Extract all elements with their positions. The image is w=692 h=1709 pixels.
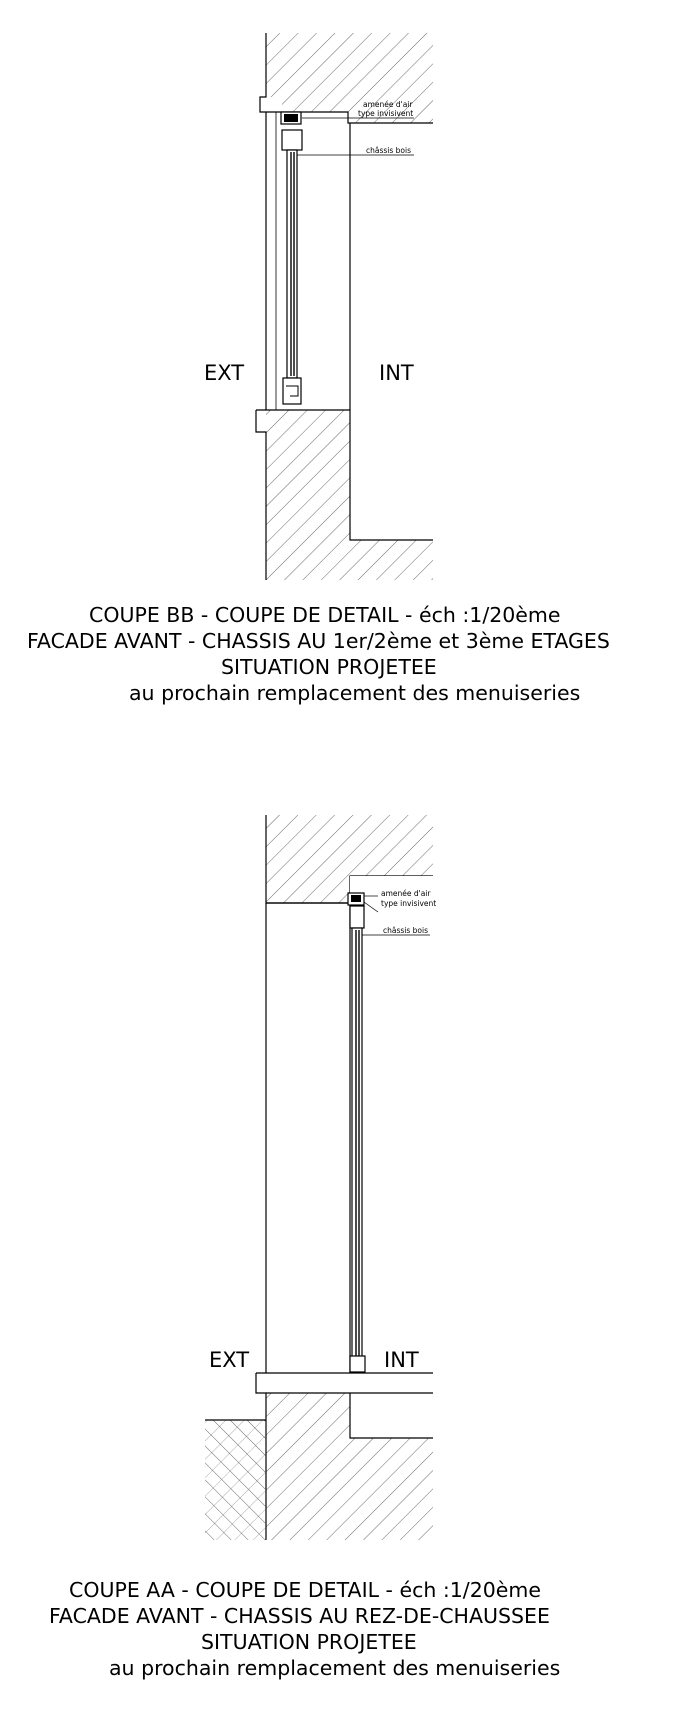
leader-air-inlet (364, 902, 378, 912)
annotation-frame: châssis bois (383, 926, 429, 935)
caption-status: SITUATION PROJETEE (201, 1630, 417, 1654)
annotation-frame: châssis bois (366, 146, 412, 155)
sill-masonry (256, 410, 433, 580)
caption-title: COUPE BB - COUPE DE DETAIL - éch :1/20ème (89, 603, 561, 627)
section-aa-caption (0, 1578, 692, 1698)
caption-note: au prochain remplacement des menuiseries (109, 1656, 561, 1680)
label-int: INT (379, 361, 414, 385)
annotation-air-inlet-2: type invisivent (358, 109, 414, 118)
caption-subtitle: FACADE AVANT - CHASSIS AU 1er/2ème et 3ème ETAGES (27, 629, 610, 653)
caption-note: au prochain remplacement des menuiseries (129, 681, 581, 705)
exterior-ground (205, 1420, 266, 1540)
section-bb-drawing (0, 0, 692, 590)
section-aa-drawing (0, 800, 692, 1550)
annotation-air-inlet-1: amenée d'air (381, 889, 431, 898)
label-ext: EXT (209, 1348, 250, 1372)
annotation-air-inlet-1: amenée d'air (363, 100, 413, 109)
label-ext: EXT (204, 361, 245, 385)
sill-masonry (256, 1373, 433, 1540)
section-bb-caption (0, 603, 692, 723)
caption-title: COUPE AA - COUPE DE DETAIL - éch :1/20ème (69, 1578, 541, 1602)
window-frame (281, 112, 302, 404)
label-int: INT (384, 1348, 419, 1372)
caption-status: SITUATION PROJETEE (221, 655, 437, 679)
annotation-air-inlet-2: type invisivent (381, 899, 437, 908)
caption-subtitle: FACADE AVANT - CHASSIS AU REZ-DE-CHAUSSEE (49, 1604, 550, 1628)
